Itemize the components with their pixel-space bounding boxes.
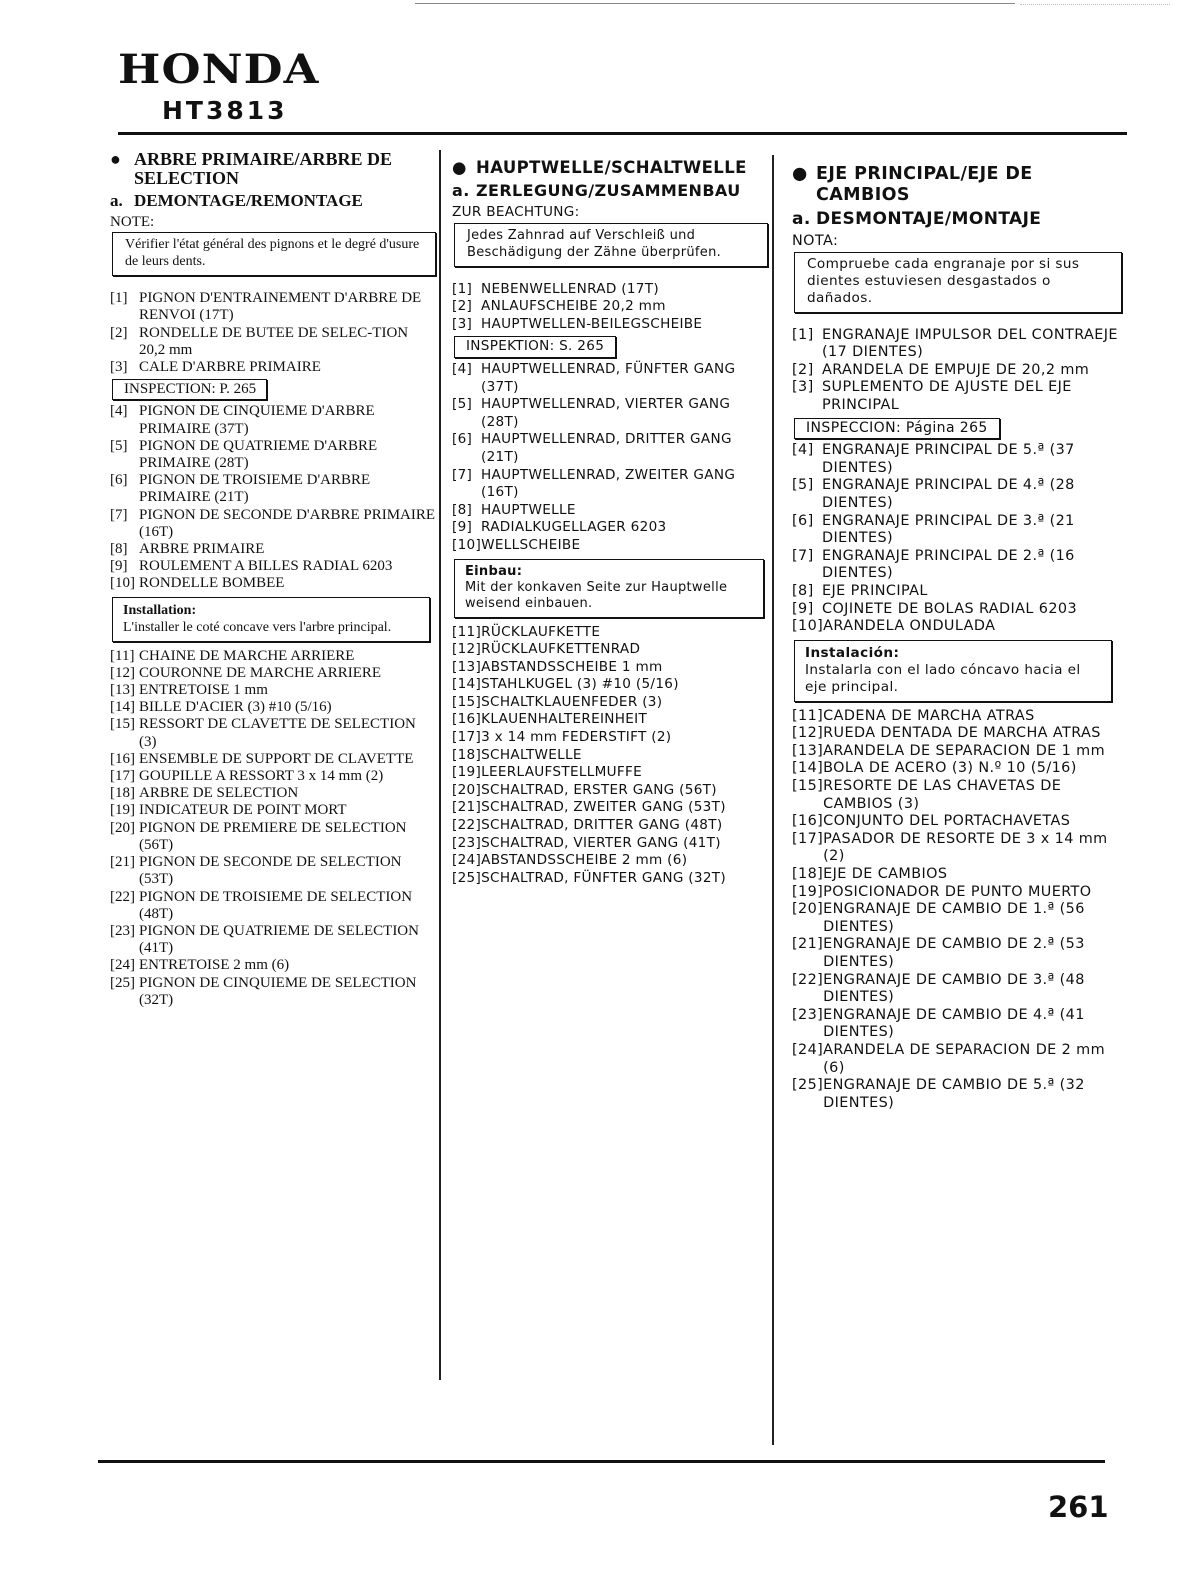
- item-number: [25]: [792, 1077, 824, 1094]
- section-title-line: EJE PRINCIPAL/EJE DE CAMBIOS: [816, 164, 1033, 205]
- item-text: ENGRANAJE DE CAMBIO DE 1.ª (56 DIENTES): [823, 901, 1085, 935]
- item-number: [2]: [110, 324, 128, 341]
- item-number: [22]: [110, 888, 135, 905]
- parts-list: [452, 361, 768, 555]
- item-text: PIGNON DE SECONDE DE SELECTION (53T): [139, 854, 402, 888]
- list-item: [452, 711, 768, 729]
- item-number: [12]: [792, 725, 824, 742]
- list-item: [792, 708, 1122, 726]
- item-text: ARANDELA ONDULADA: [823, 618, 996, 635]
- item-text: EJE PRINCIPAL: [822, 582, 928, 599]
- list-item: [452, 764, 768, 782]
- item-number: [25]: [110, 974, 135, 991]
- item-number: [8]: [110, 541, 128, 558]
- list-item: [110, 507, 436, 541]
- item-number: [1]: [452, 280, 473, 297]
- list-item: [792, 513, 1122, 548]
- list-item: [452, 316, 768, 334]
- list-item: [792, 725, 1122, 743]
- item-number: [20]: [110, 819, 135, 836]
- item-text: ARBRE PRIMAIRE: [139, 541, 265, 558]
- item-text: ENTRETOISE 2 mm (6): [139, 957, 290, 974]
- item-text: CHAINE DE MARCHE ARRIERE: [139, 647, 355, 664]
- list-item: [792, 379, 1122, 414]
- item-text: STAHLKUGEL (3) #10 (5/16): [481, 676, 679, 693]
- item-text: CADENA DE MARCHA ATRAS: [823, 707, 1035, 724]
- list-item: [452, 361, 768, 396]
- item-text: RADIALKUGELLAGER 6203: [481, 519, 667, 536]
- item-number: [24]: [452, 852, 482, 869]
- item-text: RONDELLE DE BUTEE DE SELEC-TION 20,2 mm: [139, 324, 409, 358]
- item-text: PIGNON DE QUATRIEME DE SELECTION (41T): [139, 922, 419, 957]
- list-item: [452, 298, 768, 316]
- item-number: [5]: [110, 437, 128, 454]
- section-subtitle: [452, 181, 768, 201]
- item-number: [18]: [110, 785, 135, 802]
- list-item: [110, 290, 436, 324]
- item-number: [16]: [792, 813, 824, 830]
- item-text: ENGRANAJE PRINCIPAL DE 4.ª (28 DIENTES): [822, 477, 1075, 511]
- list-item: [110, 957, 436, 974]
- page-number: 261: [1048, 1490, 1109, 1524]
- item-text: RONDELLE BOMBEE: [139, 575, 285, 592]
- list-item: [452, 870, 768, 888]
- item-number: [9]: [110, 558, 128, 575]
- item-text: PIGNON D'ENTRAINEMENT D'ARBRE DE RENVOI (17T): [139, 290, 422, 324]
- list-item: [110, 665, 436, 682]
- item-text: ENSEMBLE DE SUPPORT DE CLAVETTE: [139, 750, 414, 767]
- honda-logo: HONDA: [118, 46, 320, 93]
- item-number: [10]: [452, 536, 482, 553]
- subtitle-text: DESMONTAJE/MONTAJE: [816, 209, 1042, 229]
- item-number: [6]: [452, 431, 473, 448]
- section-subtitle: [792, 209, 1122, 230]
- item-number: [3]: [110, 359, 128, 376]
- list-item: [452, 659, 768, 677]
- list-item: [110, 648, 436, 665]
- item-text: HAUPTWELLEN-BEILEGSCHEIBE: [481, 315, 703, 332]
- list-item: [452, 467, 768, 502]
- list-item: [792, 936, 1122, 971]
- item-number: [21]: [452, 799, 482, 816]
- item-text: PIGNON DE SECONDE D'ARBRE PRIMAIRE (16T): [139, 506, 436, 540]
- list-item: [792, 618, 1122, 636]
- column-divider-right: [772, 155, 774, 1445]
- item-text: RESSORT DE CLAVETTE DE SELECTION (3): [139, 716, 416, 750]
- list-item: [452, 782, 768, 800]
- item-text: RESORTE DE LAS CHAVETAS DE CAMBIOS (3): [823, 778, 1062, 812]
- list-item: [110, 325, 436, 359]
- item-text: RÜCKLAUFKETTE: [481, 623, 601, 640]
- item-number: [13]: [792, 742, 824, 759]
- list-item: [452, 729, 768, 747]
- item-number: [15]: [792, 778, 824, 795]
- item-number: [21]: [110, 854, 135, 871]
- column-divider-left: [439, 150, 441, 1380]
- item-text: SCHALTRAD, DRITTER GANG (48T): [481, 817, 723, 834]
- item-text: ENGRANAJE DE CAMBIO DE 2.ª (53 DIENTES): [823, 936, 1085, 970]
- list-item: [452, 624, 768, 642]
- list-item: [110, 785, 436, 802]
- list-item: [110, 575, 436, 592]
- item-number: [22]: [452, 817, 482, 834]
- list-item: [110, 751, 436, 768]
- item-text: INDICATEUR DE POINT MORT: [139, 802, 347, 819]
- list-item: [792, 477, 1122, 512]
- item-number: [14]: [110, 699, 135, 716]
- item-text: CALE D'ARBRE PRIMAIRE: [139, 359, 321, 376]
- item-number: [17]: [792, 830, 824, 847]
- item-text: GOUPILLE A RESSORT 3 x 14 mm (2): [139, 768, 384, 785]
- item-number: [1]: [110, 290, 128, 307]
- item-number: [15]: [110, 716, 135, 733]
- item-number: [15]: [452, 693, 482, 710]
- installation-text: Instalarla con el lado cóncavo hacia el eje principal.: [805, 661, 1081, 695]
- list-item: [452, 835, 768, 853]
- list-item: [110, 541, 436, 558]
- list-item: [452, 519, 768, 537]
- item-number: [21]: [792, 936, 824, 953]
- note-label: NOTA:: [792, 233, 839, 249]
- item-text: ABSTANDSSCHEIBE 1 mm: [481, 658, 663, 675]
- header-rule: [118, 132, 1127, 135]
- inspection-reference: INSPECTION: P. 265: [112, 379, 267, 400]
- inspection-reference: INSPECCION: Página 265: [794, 418, 1000, 440]
- subtitle-letter: a.: [792, 209, 811, 229]
- item-number: [11]: [792, 707, 824, 724]
- item-text: ARANDELA DE EMPUJE DE 20,2 mm: [822, 361, 1090, 378]
- model-title: HT3813: [162, 96, 288, 125]
- item-text: ENGRANAJE IMPULSOR DEL CONTRAEJE (17 DIENTES): [822, 326, 1118, 361]
- item-number: [3]: [792, 379, 814, 396]
- item-number: [10]: [792, 618, 824, 635]
- list-item: [452, 694, 768, 712]
- item-text: SCHALTRAD, FÜNFTER GANG (32T): [481, 869, 726, 886]
- item-number: [14]: [792, 760, 824, 777]
- installation-text: Mit der konkaven Seite zur Hauptwelle weisend einbauen.: [465, 579, 728, 611]
- installation-note: [794, 640, 1112, 702]
- item-text: ENGRANAJE DE CAMBIO DE 3.ª (48 DIENTES): [823, 971, 1085, 1006]
- list-item: [792, 1007, 1122, 1042]
- item-number: [25]: [452, 869, 482, 886]
- list-item: [792, 1042, 1122, 1077]
- item-text: 3 x 14 mm FEDERSTIFT (2): [481, 729, 672, 746]
- item-text: ANLAUFSCHEIBE 20,2 mm: [481, 298, 666, 315]
- parts-list: [110, 648, 436, 1009]
- list-item: [792, 1077, 1122, 1112]
- item-number: [12]: [452, 641, 482, 658]
- list-item: [452, 817, 768, 835]
- list-item: [452, 676, 768, 694]
- list-item: [110, 472, 436, 506]
- top-edge-rule: [415, 3, 1015, 4]
- item-text: HAUPTWELLENRAD, VIERTER GANG (28T): [481, 396, 731, 430]
- item-number: [13]: [110, 682, 135, 699]
- item-text: KLAUENHALTEREINHEIT: [481, 711, 648, 728]
- item-number: [2]: [792, 361, 814, 378]
- list-item: [110, 359, 436, 376]
- item-text: ENTRETOISE 1 mm: [139, 682, 268, 699]
- item-number: [11]: [110, 647, 135, 664]
- section-title: [110, 150, 436, 188]
- section-subtitle: [110, 191, 436, 211]
- item-number: [20]: [792, 901, 824, 918]
- list-item: [452, 747, 768, 765]
- item-number: [4]: [452, 360, 473, 377]
- item-number: [17]: [110, 768, 135, 785]
- item-number: [24]: [792, 1041, 824, 1058]
- item-number: [22]: [792, 971, 824, 988]
- list-item: [110, 699, 436, 716]
- item-number: [23]: [792, 1006, 824, 1023]
- item-text: BOLA DE ACERO (3) N.º 10 (5/16): [823, 760, 1077, 777]
- item-number: [7]: [452, 466, 473, 483]
- item-text: PIGNON DE TROISIEME DE SELECTION (48T): [139, 888, 413, 922]
- bullet-icon: ●: [452, 158, 467, 177]
- item-number: [13]: [452, 658, 482, 675]
- item-number: [4]: [792, 442, 814, 459]
- parts-list: [792, 708, 1122, 1113]
- item-number: [1]: [792, 326, 814, 343]
- list-item: [792, 743, 1122, 761]
- subtitle-text: ZERLEGUNG/ZUSAMMENBAU: [476, 181, 741, 200]
- note-box: Vérifier l'état général des pignons et le degré d'usure de leurs dents.: [112, 232, 436, 276]
- list-item: [110, 768, 436, 785]
- bullet-icon: ●: [110, 149, 121, 169]
- installation-text: L'installer le coté concave vers l'arbre principal.: [123, 619, 392, 635]
- item-number: [19]: [110, 802, 135, 819]
- parts-list: [452, 624, 768, 888]
- item-text: ABSTANDSSCHEIBE 2 mm (6): [481, 852, 688, 869]
- item-text: COJINETE DE BOLAS RADIAL 6203: [822, 600, 1078, 617]
- item-text: HAUPTWELLENRAD, FÜNFTER GANG (37T): [481, 360, 736, 395]
- item-number: [7]: [792, 547, 814, 564]
- item-text: ARBRE DE SELECTION: [139, 785, 299, 802]
- item-text: ENGRANAJE DE CAMBIO DE 5.ª (32 DIENTES): [823, 1077, 1085, 1111]
- list-item: [792, 831, 1122, 866]
- item-number: [5]: [792, 477, 814, 494]
- list-item: [452, 502, 768, 520]
- item-number: [9]: [452, 519, 473, 536]
- note-label: ZUR BEACHTUNG:: [452, 204, 580, 220]
- list-item: [110, 802, 436, 819]
- subtitle-letter: a.: [452, 181, 470, 200]
- item-text: HAUPTWELLENRAD, ZWEITER GANG (16T): [481, 466, 736, 501]
- item-number: [24]: [110, 957, 135, 974]
- note-box: Compruebe cada engranaje por si sus dientes estuviesen desgastados o dañados.: [794, 252, 1122, 313]
- item-text: SCHALTKLAUENFEDER (3): [481, 693, 663, 710]
- item-number: [8]: [792, 582, 814, 599]
- list-item: [792, 884, 1122, 902]
- item-text: COURONNE DE MARCHE ARRIERE: [139, 664, 382, 681]
- parts-list: [110, 290, 436, 376]
- list-item: [110, 975, 436, 1009]
- list-item: [452, 281, 768, 299]
- installation-note: [454, 559, 764, 618]
- column-spanish: [792, 164, 1122, 1112]
- item-text: POSICIONADOR DE PUNTO MUERTO: [823, 883, 1092, 900]
- list-item: [110, 820, 436, 854]
- list-item: [110, 889, 436, 923]
- list-item: [110, 716, 436, 750]
- item-text: ENGRANAJE PRINCIPAL DE 2.ª (16 DIENTES): [822, 547, 1075, 582]
- item-number: [14]: [452, 676, 482, 693]
- installation-title: Einbau:: [465, 563, 523, 579]
- list-item: [452, 537, 768, 555]
- item-text: RUEDA DENTADA DE MARCHA ATRAS: [823, 725, 1101, 742]
- item-text: NEBENWELLENRAD (17T): [481, 280, 659, 297]
- item-text: PIGNON DE PREMIERE DE SELECTION (56T): [139, 819, 407, 853]
- item-number: [12]: [110, 664, 135, 681]
- item-number: [5]: [452, 396, 473, 413]
- installation-note: [112, 597, 430, 642]
- subtitle-letter: a.: [110, 191, 123, 210]
- item-text: SCHALTRAD, VIERTER GANG (41T): [481, 834, 721, 851]
- item-number: [23]: [110, 922, 135, 939]
- item-number: [11]: [452, 623, 482, 640]
- subtitle-text: DEMONTAGE/REMONTAGE: [134, 191, 363, 210]
- list-item: [792, 813, 1122, 831]
- list-item: [792, 901, 1122, 936]
- item-text: PIGNON DE QUATRIEME D'ARBRE PRIMAIRE (28T): [139, 437, 378, 472]
- item-text: ARANDELA DE SEPARACION DE 2 mm (6): [823, 1041, 1106, 1076]
- item-number: [19]: [792, 883, 824, 900]
- item-text: PIGNON DE TROISIEME D'ARBRE PRIMAIRE (21T): [139, 472, 371, 506]
- item-text: PASADOR DE RESORTE DE 3 x 14 mm (2): [823, 830, 1108, 865]
- list-item: [110, 854, 436, 888]
- item-number: [10]: [110, 575, 135, 592]
- footer-rule: [98, 1460, 1105, 1463]
- note-box: Jedes Zahnrad auf Verschleiß und Beschädigung der Zähne überprüfen.: [454, 223, 768, 267]
- list-item: [452, 641, 768, 659]
- list-item: [792, 972, 1122, 1007]
- item-text: PIGNON DE CINQUIEME DE SELECTION (32T): [139, 974, 417, 1008]
- list-item: [792, 760, 1122, 778]
- item-text: WELLSCHEIBE: [481, 536, 581, 553]
- column-german: [452, 158, 768, 887]
- list-item: [110, 923, 436, 957]
- list-item: [792, 601, 1122, 619]
- item-text: ENGRANAJE DE CAMBIO DE 4.ª (41 DIENTES): [823, 1006, 1085, 1041]
- item-text: LEERLAUFSTELLMUFFE: [481, 764, 642, 781]
- list-item: [792, 778, 1122, 813]
- item-text: HAUPTWELLE: [481, 501, 576, 518]
- parts-list: [110, 403, 436, 592]
- list-item: [792, 442, 1122, 477]
- bullet-icon: ●: [792, 164, 808, 184]
- list-item: [110, 558, 436, 575]
- note-label: NOTE:: [110, 214, 155, 230]
- section-title: [452, 158, 768, 178]
- list-item: [452, 852, 768, 870]
- parts-list: [792, 442, 1122, 636]
- list-item: [110, 403, 436, 437]
- item-text: HAUPTWELLENRAD, DRITTER GANG (21T): [481, 431, 732, 465]
- item-number: [16]: [110, 750, 135, 767]
- item-number: [20]: [452, 781, 482, 798]
- item-text: ROULEMENT A BILLES RADIAL 6203: [139, 558, 393, 575]
- item-number: [23]: [452, 834, 482, 851]
- item-number: [6]: [110, 472, 128, 489]
- list-item: [792, 583, 1122, 601]
- installation-title: Instalación:: [805, 644, 900, 661]
- parts-list: [452, 281, 768, 334]
- item-number: [2]: [452, 298, 473, 315]
- item-number: [3]: [452, 315, 473, 332]
- item-number: [6]: [792, 512, 814, 529]
- list-item: [452, 396, 768, 431]
- list-item: [452, 799, 768, 817]
- section-title-line: SELECTION: [134, 168, 240, 188]
- item-text: ARANDELA DE SEPARACION DE 1 mm: [823, 742, 1106, 759]
- item-text: EJE DE CAMBIOS: [823, 866, 948, 883]
- item-number: [19]: [452, 764, 482, 781]
- item-text: BILLE D'ACIER (3) #10 (5/16): [139, 699, 332, 716]
- item-text: ENGRANAJE PRINCIPAL DE 5.ª (37 DIENTES): [822, 442, 1075, 476]
- inspection-reference: INSPEKTION: S. 265: [454, 336, 616, 358]
- item-number: [7]: [110, 506, 128, 523]
- item-text: SUPLEMENTO DE AJUSTE DEL EJE PRINCIPAL: [822, 379, 1072, 413]
- list-item: [792, 327, 1122, 362]
- section-title-line: ARBRE PRIMAIRE/ARBRE DE: [134, 149, 393, 169]
- list-item: [110, 682, 436, 699]
- list-item: [452, 431, 768, 466]
- list-item: [792, 548, 1122, 583]
- item-number: [18]: [452, 746, 482, 763]
- item-number: [4]: [110, 403, 128, 420]
- column-french: [110, 150, 436, 1009]
- item-text: ENGRANAJE PRINCIPAL DE 3.ª (21 DIENTES): [822, 512, 1075, 547]
- list-item: [792, 362, 1122, 380]
- section-title-line: HAUPTWELLE/SCHALTWELLE: [476, 158, 747, 177]
- item-number: [18]: [792, 866, 824, 883]
- item-text: RÜCKLAUFKETTENRAD: [481, 641, 641, 658]
- item-text: PIGNON DE CINQUIEME D'ARBRE PRIMAIRE (37T): [139, 403, 375, 437]
- list-item: [792, 866, 1122, 884]
- item-text: SCHALTWELLE: [481, 746, 582, 763]
- section-title: [792, 164, 1122, 206]
- list-item: [110, 438, 436, 472]
- parts-list: [792, 327, 1122, 415]
- installation-title: Installation:: [123, 602, 197, 618]
- item-number: [9]: [792, 600, 814, 617]
- item-text: SCHALTRAD, ZWEITER GANG (53T): [481, 799, 726, 816]
- item-number: [17]: [452, 729, 482, 746]
- item-text: SCHALTRAD, ERSTER GANG (56T): [481, 781, 717, 798]
- item-number: [8]: [452, 501, 473, 518]
- top-edge-rule-faded: [1020, 4, 1170, 5]
- item-text: CONJUNTO DEL PORTACHAVETAS: [823, 813, 1071, 830]
- item-number: [16]: [452, 711, 482, 728]
